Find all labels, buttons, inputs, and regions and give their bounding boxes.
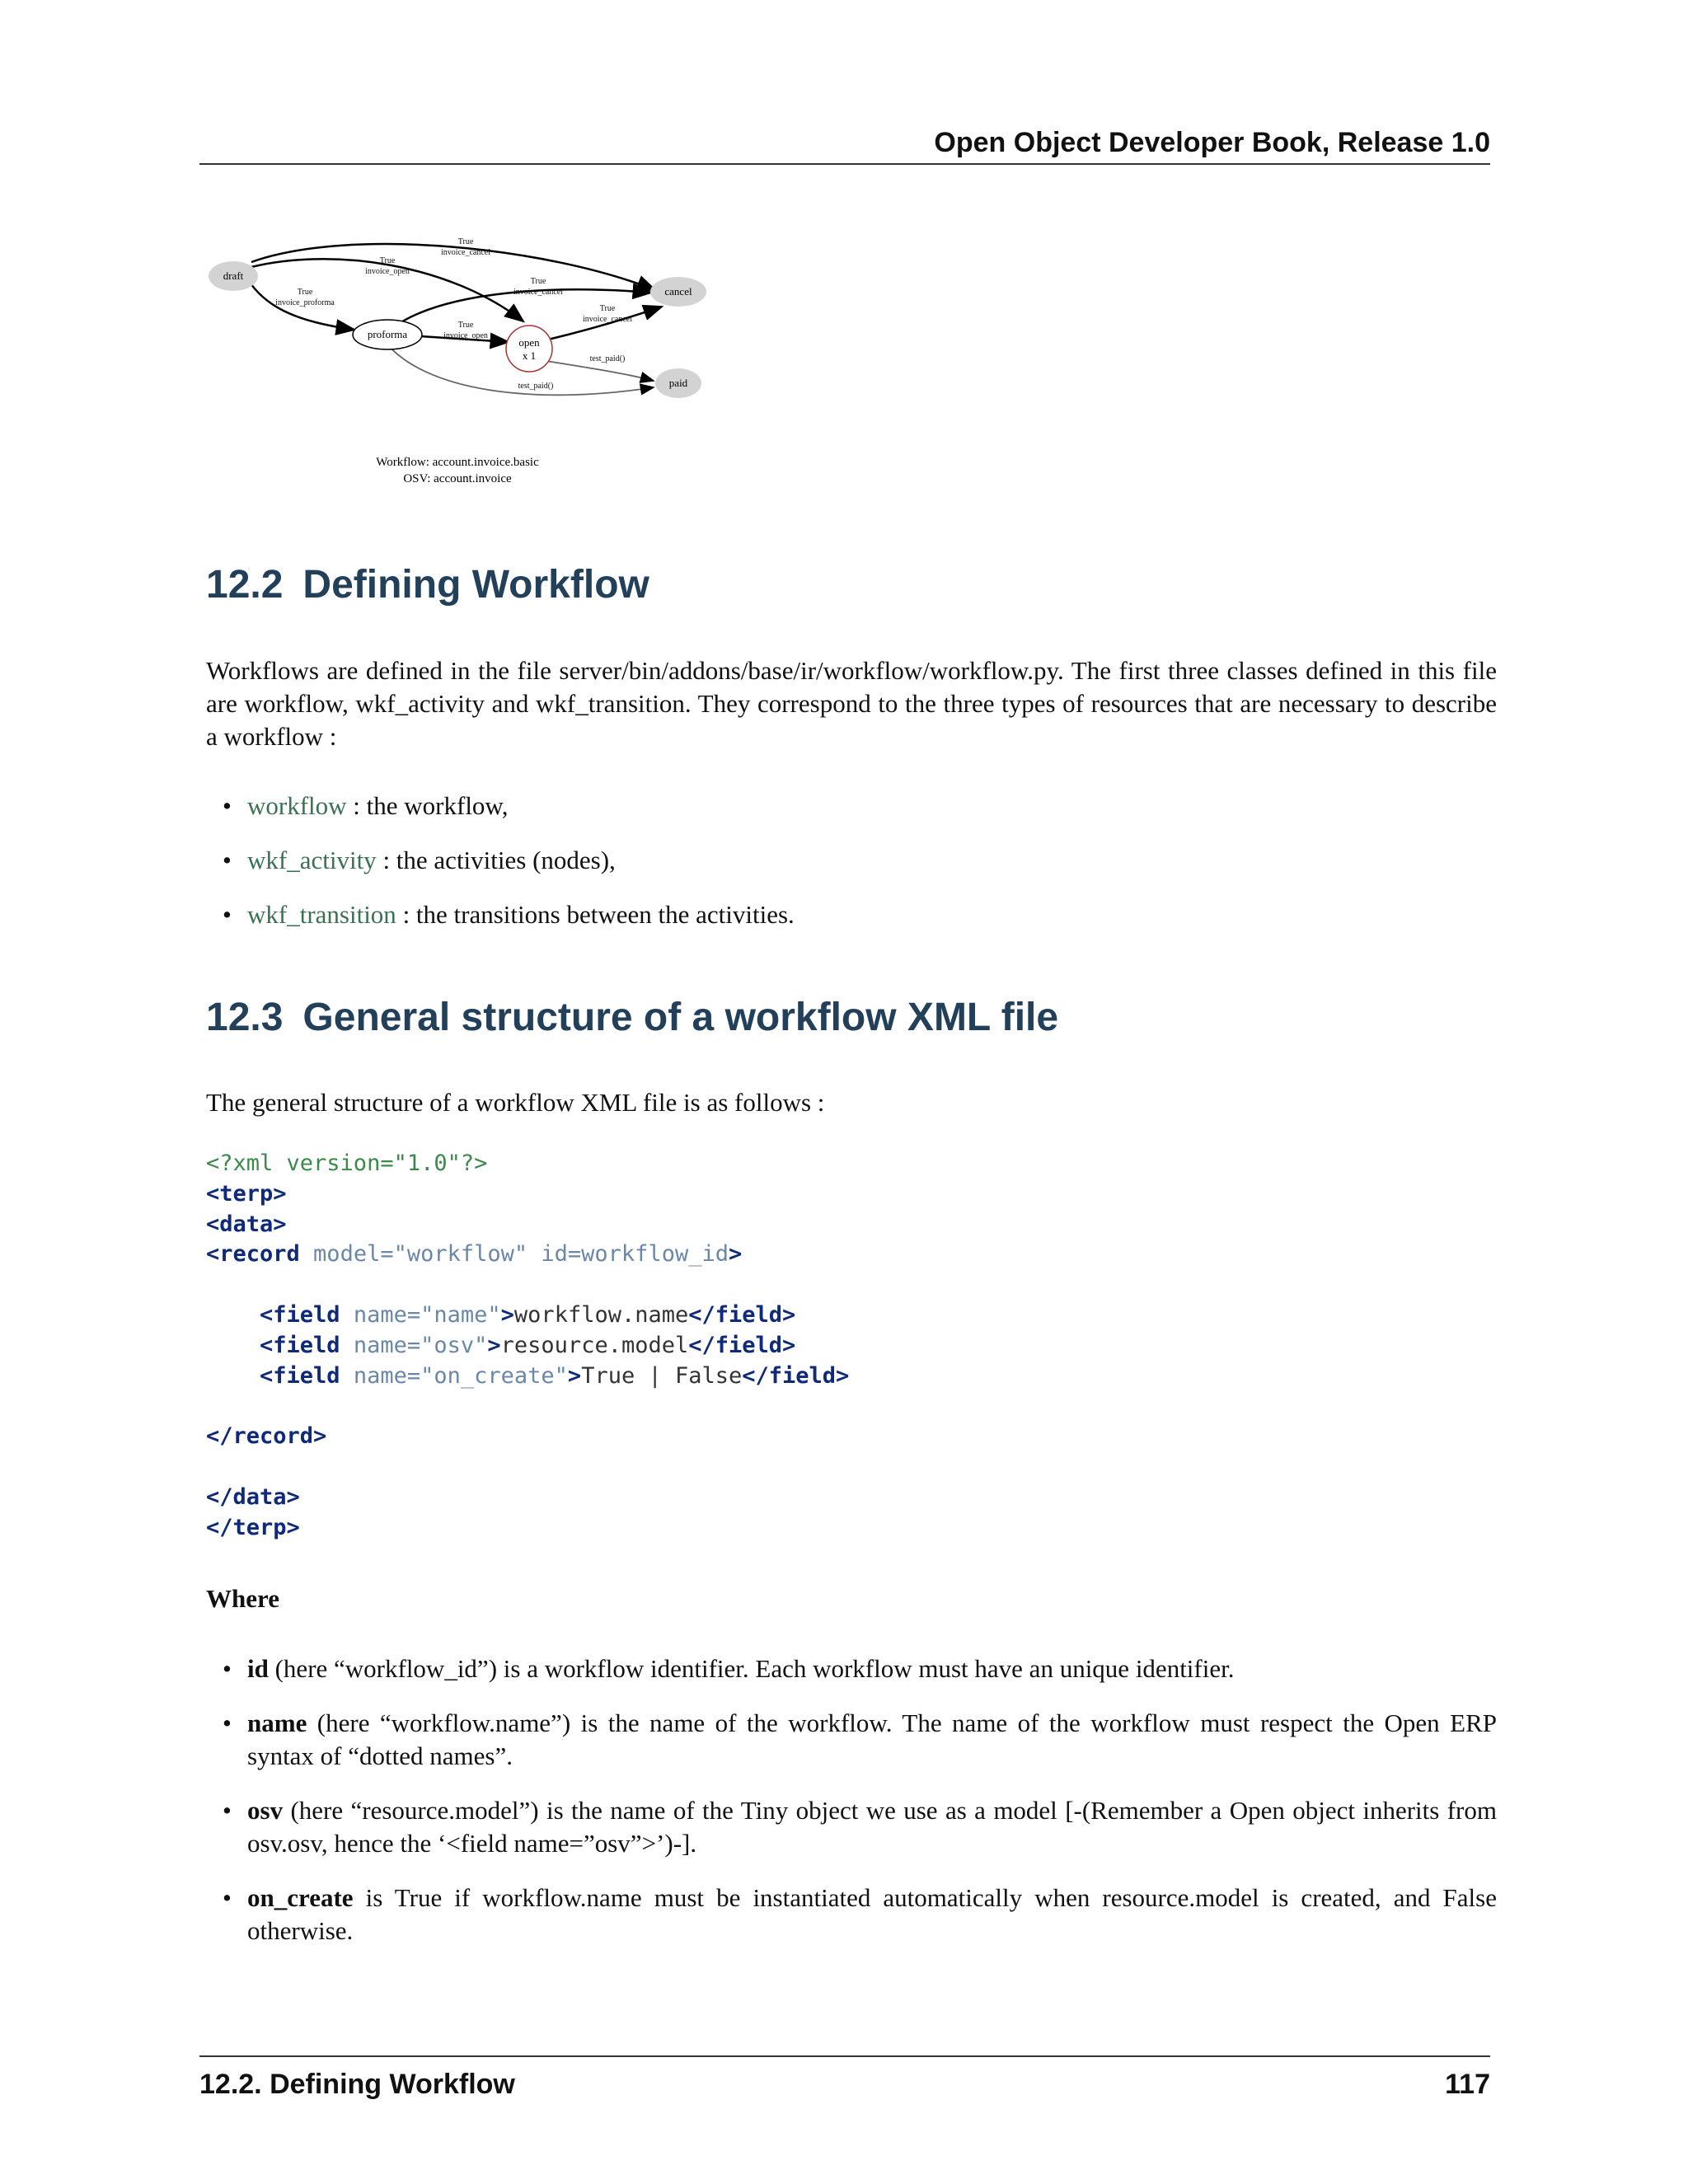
field-on-create-attr: name="on_create" <box>340 1362 568 1389</box>
field-open-tag: <field <box>260 1362 340 1389</box>
record-open-bracket: > <box>728 1241 743 1268</box>
section-12-3-heading <box>206 995 1058 1040</box>
list-item-text: : the transitions between the activities. <box>396 900 795 929</box>
label-proforma-cancel-cond: True <box>530 277 546 286</box>
node-open-label: open <box>518 336 540 349</box>
where-list <box>247 1652 1497 1947</box>
field-open-tag: <field <box>260 1301 340 1328</box>
label-open-paid-signal: test_paid() <box>589 354 626 363</box>
list-item <box>247 790 1497 823</box>
term-osv: osv <box>247 1796 284 1825</box>
label-proforma-cancel-signal: invoice_cancel <box>513 288 563 297</box>
running-title: Open Object Developer Book, Release 1.0 <box>934 127 1490 158</box>
field-bracket: > <box>500 1301 514 1328</box>
node-cancel-label: cancel <box>664 285 692 298</box>
label-open-cancel-signal: invoice_cancel <box>583 315 632 324</box>
data-close-tag: </data> <box>206 1483 300 1510</box>
resource-types-list <box>247 790 1497 931</box>
section-number: 12.2 <box>206 563 284 607</box>
footer-section: 12.2. Defining Workflow <box>199 2069 515 2100</box>
workflow-diagram <box>202 231 713 494</box>
field-value: resource.model <box>500 1332 689 1358</box>
label-open-cancel-cond: True <box>599 304 616 313</box>
diagram-caption-workflow: Workflow: account.invoice.basic <box>376 456 539 469</box>
label-draft-open-signal: invoice_open <box>365 267 410 276</box>
record-open-tag: <record <box>206 1241 300 1268</box>
field-value: True | False <box>581 1362 743 1389</box>
term-description: (here “workflow.name”) is the name of the workflow. The name of the workflow must respect the Open ERP syntax of “dotted names”. <box>247 1708 1497 1770</box>
term-description: is True if workflow.name must be instantiated automatically when resource.model is created, and False otherwise. <box>247 1883 1497 1945</box>
label-proforma-open-signal: invoice_open <box>443 331 488 340</box>
page-footer <box>199 2055 1490 2107</box>
term-description: (here “workflow_id”) is a workflow identifier. Each workflow must have an unique identifier. <box>268 1654 1235 1683</box>
list-item-text: : the activities (nodes), <box>376 846 616 874</box>
list-item <box>247 1794 1497 1860</box>
node-open <box>506 326 552 372</box>
section-title: General structure of a workflow XML file <box>302 996 1059 1039</box>
section-12-3-intro: The general structure of a workflow XML file is as follows : <box>206 1088 825 1117</box>
node-proforma-label: proforma <box>367 328 408 340</box>
record-close-tag: </record> <box>206 1423 327 1450</box>
list-item <box>247 1882 1497 1947</box>
data-open-tag: <data> <box>206 1211 287 1237</box>
label-draft-proforma-signal: invoice_proforma <box>275 298 335 307</box>
label-proforma-open-cond: True <box>457 321 474 330</box>
page-header <box>199 124 1490 165</box>
label-draft-open-cond: True <box>379 256 396 265</box>
term-name: name <box>247 1708 307 1737</box>
field-name-attr: name="name" <box>340 1301 501 1328</box>
wkf-transition-link[interactable]: wkf_transition <box>247 900 396 929</box>
section-number: 12.3 <box>206 996 284 1039</box>
term-description: (here “resource.model”) is the name of the Tiny object we use as a model [-(Remember a Open object inherits from osv.osv, hence the ‘<field name=”osv”>’)-]. <box>247 1796 1497 1858</box>
field-bracket: > <box>567 1362 582 1389</box>
section-12-2-intro: Workflows are defined in the file server/bin/addons/base/ir/workflow/workflow.py. The first three classes defined in this file are workflow, wkf_activity and wkf_transition. They correspond to the three types of resources that are necessary to describe a workflow : <box>206 656 1497 751</box>
section-12-2-heading <box>206 562 649 607</box>
wkf-activity-link[interactable]: wkf_activity <box>247 846 377 874</box>
field-close-tag: </field> <box>688 1332 796 1358</box>
label-draft-cancel-cond: True <box>457 237 474 246</box>
list-item <box>247 1652 1497 1685</box>
term-on-create: on_create <box>247 1883 354 1912</box>
list-item-text: : the workflow, <box>346 791 509 820</box>
terp-close-tag: </terp> <box>206 1514 300 1540</box>
page-number: 117 <box>1445 2069 1490 2100</box>
label-proforma-paid-signal: test_paid() <box>518 382 554 391</box>
field-value: workflow.name <box>513 1301 689 1328</box>
diagram-caption-osv: OSV: account.invoice <box>403 472 512 485</box>
node-draft-label: draft <box>223 269 244 282</box>
xml-declaration: <?xml version="1.0"?> <box>206 1151 488 1176</box>
workflow-link[interactable]: workflow <box>247 791 347 820</box>
record-attributes: model="workflow" id=workflow_id <box>299 1241 729 1268</box>
where-label: Where <box>206 1584 279 1613</box>
node-paid-label: paid <box>668 377 688 389</box>
workflow-xml-code <box>206 1149 849 1543</box>
list-item <box>247 844 1497 877</box>
node-open-count: x 1 <box>522 349 537 362</box>
label-draft-cancel-signal: invoice_cancel <box>441 248 490 257</box>
term-id: id <box>247 1654 269 1683</box>
list-item <box>247 1707 1497 1773</box>
label-draft-proforma-cond: True <box>297 288 313 297</box>
field-close-tag: </field> <box>688 1301 796 1328</box>
field-open-tag: <field <box>260 1332 340 1358</box>
terp-open-tag: <terp> <box>206 1180 287 1207</box>
list-item <box>247 898 1497 931</box>
field-bracket: > <box>487 1332 501 1358</box>
field-osv-attr: name="osv" <box>340 1332 488 1358</box>
edge-open-paid <box>546 361 654 381</box>
section-title: Defining Workflow <box>302 563 649 607</box>
field-close-tag: </field> <box>742 1362 850 1389</box>
